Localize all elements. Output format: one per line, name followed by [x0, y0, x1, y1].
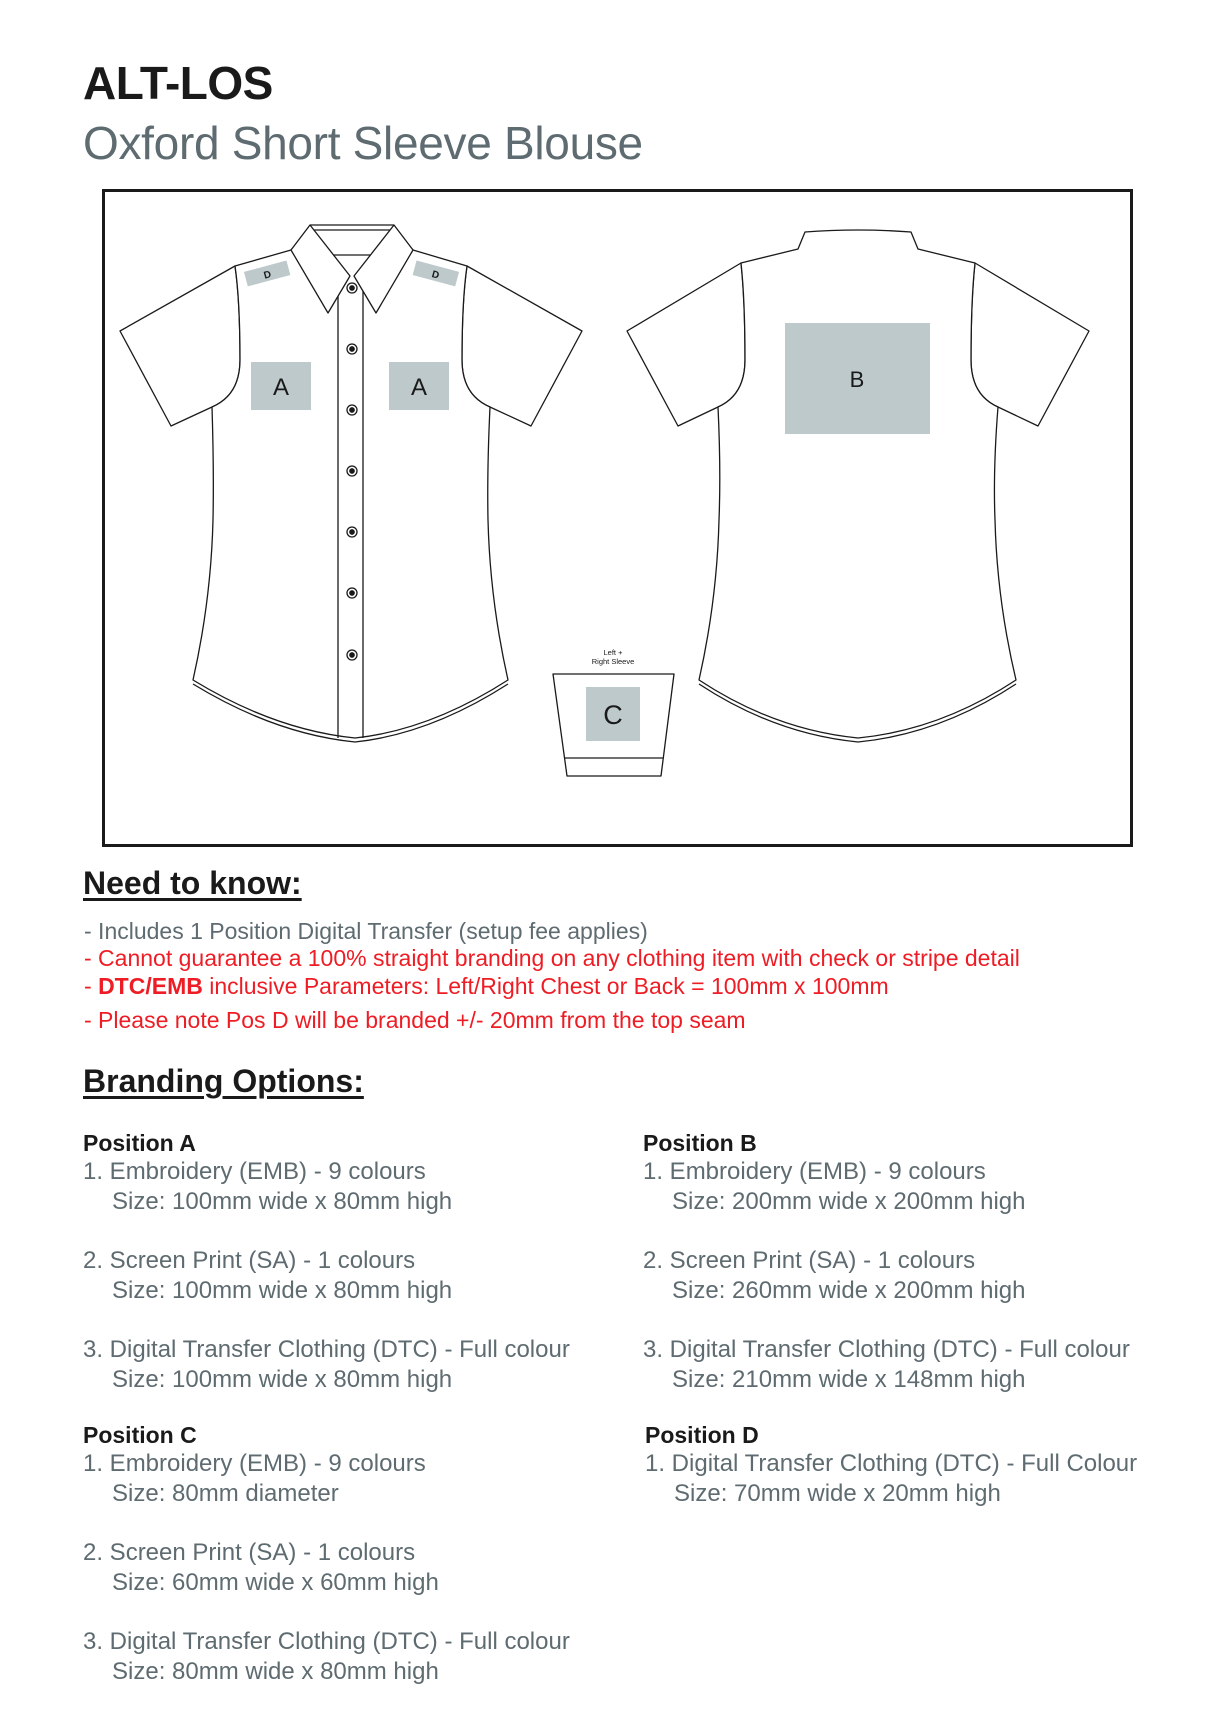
- position-d-option-1: [645, 1449, 1137, 1509]
- option-size: Size: 80mm diameter: [112, 1480, 339, 1507]
- note-straight-branding: - Cannot guarantee a 100% straight branding on any clothing item with check or stripe detail: [84, 945, 1020, 971]
- position-d-block: [645, 1421, 1137, 1538]
- option-size: Size: 260mm wide x 200mm high: [672, 1277, 1026, 1304]
- zone-a-right: [389, 362, 449, 410]
- position-a-block: [83, 1129, 570, 1424]
- need-to-know-heading: Need to know:: [83, 865, 302, 901]
- front-view-shirt: [120, 225, 582, 742]
- product-code: ALT-LOS: [83, 57, 273, 109]
- back-view-shirt: [627, 230, 1089, 742]
- option-method: 1. Embroidery (EMB) - 9 colours: [643, 1158, 986, 1185]
- position-c-option-2: [83, 1538, 570, 1598]
- zone-b-back: [785, 323, 930, 434]
- note-dtc-emb: DTC/EMB: [98, 973, 203, 999]
- garment-diagram: [102, 189, 1133, 847]
- position-a-option-2: [83, 1246, 570, 1306]
- position-d-title: Position D: [645, 1422, 759, 1448]
- option-method: 2. Screen Print (SA) - 1 colours: [643, 1247, 976, 1274]
- zone-d-left-label: D: [262, 269, 273, 282]
- position-a-title: Position A: [83, 1130, 196, 1156]
- product-name: Oxford Short Sleeve Blouse: [83, 117, 643, 169]
- option-method: 1. Embroidery (EMB) - 9 colours: [83, 1158, 426, 1185]
- branding-options-heading: Branding Options:: [83, 1063, 364, 1099]
- position-c-title: Position C: [83, 1422, 197, 1448]
- position-b-block: [643, 1129, 1130, 1424]
- position-b-title: Position B: [643, 1130, 757, 1156]
- zone-c-sleeve: [586, 687, 640, 741]
- option-size: Size: 100mm wide x 80mm high: [112, 1366, 453, 1393]
- option-size: Size: 200mm wide x 200mm high: [672, 1188, 1026, 1215]
- note-pos-d: - Please note Pos D will be branded +/- 20mm from the top seam: [84, 1007, 746, 1033]
- option-size: Size: 80mm wide x 80mm high: [112, 1658, 439, 1685]
- zone-b-label: B: [849, 367, 865, 392]
- note-setup-fee: - Includes 1 Position Digital Transfer (setup fee applies): [84, 918, 648, 944]
- option-method: 3. Digital Transfer Clothing (DTC) - Full colour: [643, 1336, 1130, 1363]
- option-method: 3. Digital Transfer Clothing (DTC) - Full colour: [83, 1628, 570, 1655]
- zone-a-left-label: A: [272, 374, 290, 401]
- position-b-option-3: [643, 1335, 1130, 1395]
- option-method: 1. Digital Transfer Clothing (DTC) - Full Colour: [645, 1450, 1138, 1477]
- position-a-option-1: [83, 1157, 570, 1217]
- note-prefix: -: [84, 973, 99, 999]
- garment-illustration: [102, 189, 1133, 847]
- option-size: Size: 210mm wide x 148mm high: [672, 1366, 1026, 1393]
- zone-d-right-label: D: [430, 269, 441, 282]
- option-size: Size: 100mm wide x 80mm high: [112, 1188, 453, 1215]
- position-c-option-3: [83, 1627, 570, 1687]
- note-parameters-text: inclusive Parameters: Left/Right Chest or Back = 100mm x 100mm: [202, 973, 889, 999]
- option-size: Size: 100mm wide x 80mm high: [112, 1277, 453, 1304]
- zone-a-left: [251, 362, 311, 410]
- option-method: 2. Screen Print (SA) - 1 colours: [83, 1539, 416, 1566]
- position-a-option-3: [83, 1335, 570, 1395]
- position-c-option-1: [83, 1449, 570, 1509]
- zone-a-right-label: A: [410, 374, 428, 401]
- sleeve-caption-line2: Right Sleeve: [591, 657, 635, 666]
- option-method: 2. Screen Print (SA) - 1 colours: [83, 1247, 416, 1274]
- note-inclusive-parameters: [84, 975, 889, 998]
- position-b-option-2: [643, 1246, 1130, 1306]
- sleeve-caption-line1: Left +: [603, 648, 623, 657]
- position-b-option-1: [643, 1157, 1130, 1217]
- zone-c-label: C: [603, 700, 623, 730]
- option-method: 3. Digital Transfer Clothing (DTC) - Full colour: [83, 1336, 570, 1363]
- position-c-block: [83, 1421, 570, 1716]
- option-size: Size: 60mm wide x 60mm high: [112, 1569, 439, 1596]
- option-method: 1. Embroidery (EMB) - 9 colours: [83, 1450, 426, 1477]
- option-size: Size: 70mm wide x 20mm high: [674, 1480, 1001, 1507]
